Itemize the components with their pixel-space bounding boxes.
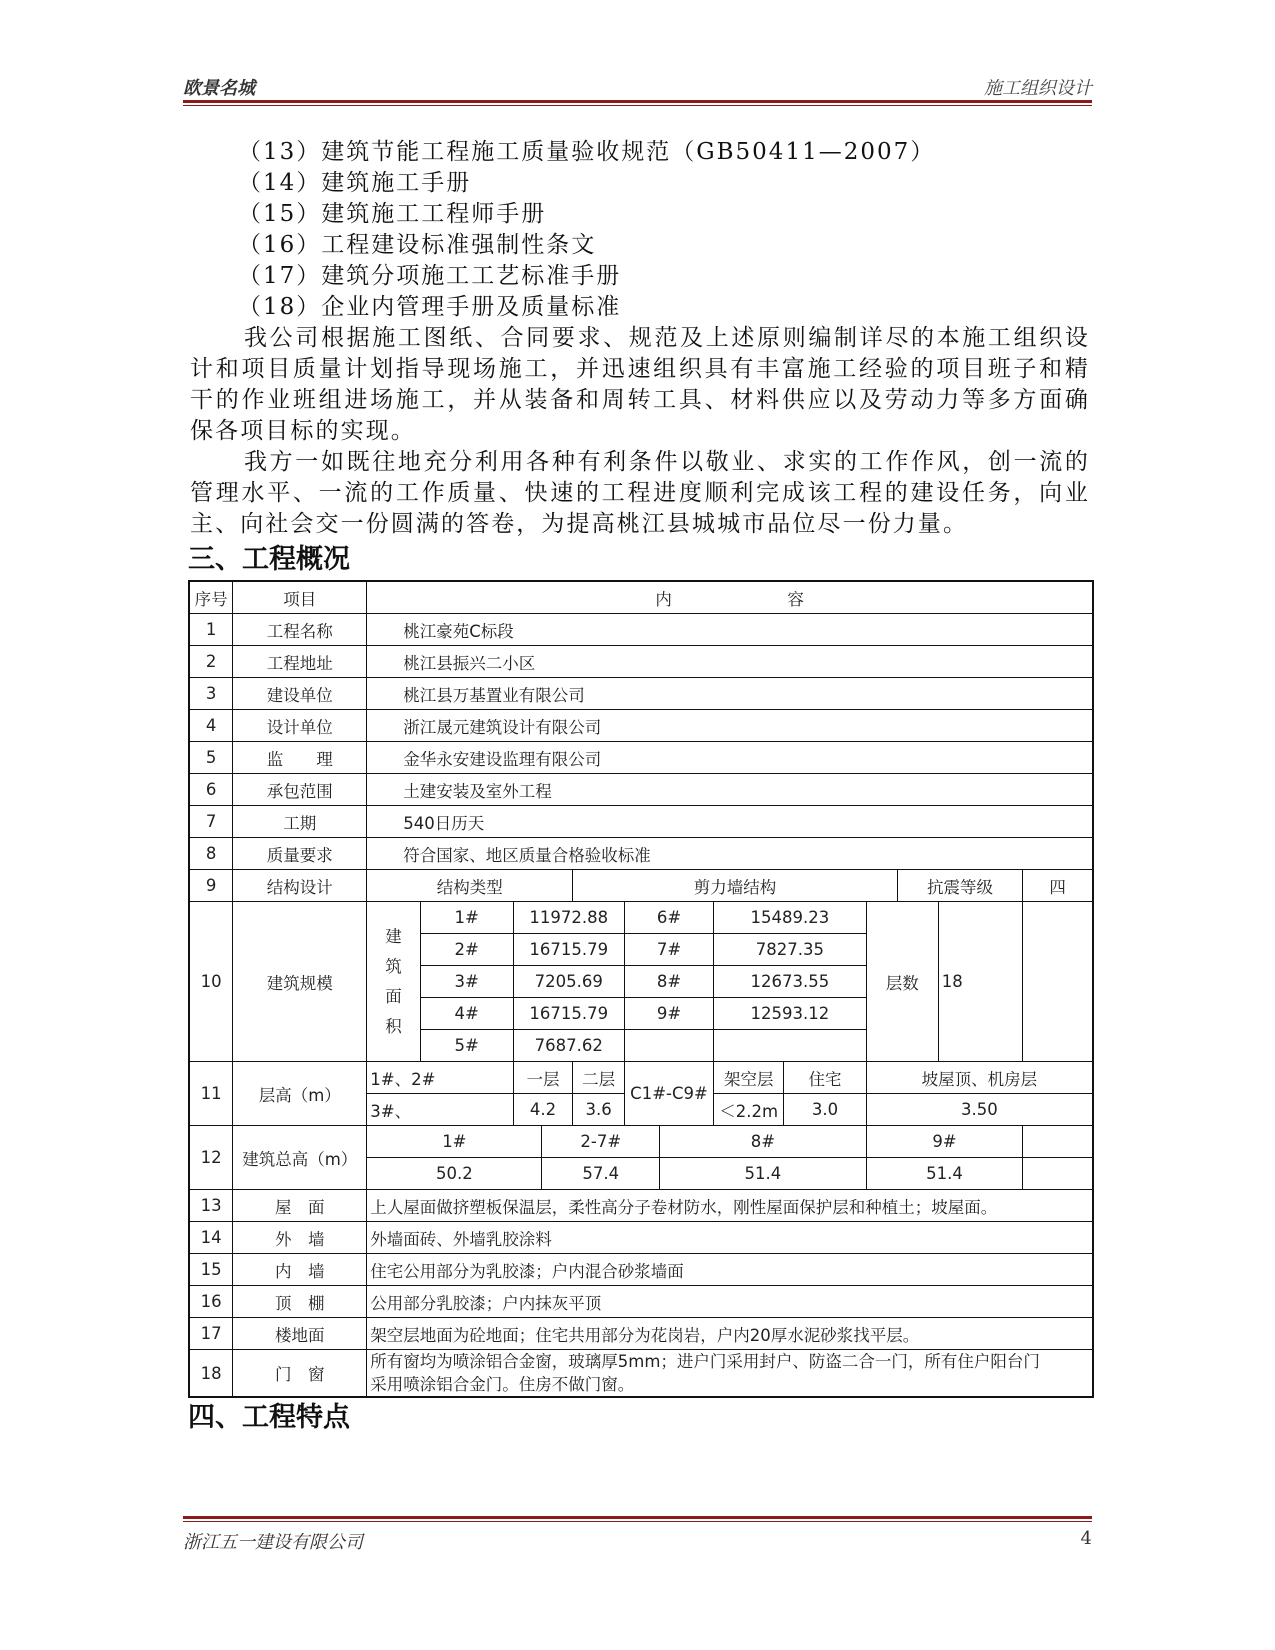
height-building: 2-7#: [542, 1126, 660, 1158]
row-no: 17: [189, 1318, 233, 1350]
seismic-grade-value: 四: [1023, 870, 1093, 902]
row-no: 6: [189, 774, 233, 806]
building-area: 15489.23: [714, 902, 867, 934]
height-building: 8#: [660, 1126, 867, 1158]
building-no: 7#: [624, 934, 713, 966]
row-no: 1: [189, 614, 233, 646]
building-no: 4#: [420, 998, 513, 1030]
header-item: 项目: [233, 581, 367, 614]
header-project-name: 欧景名城: [183, 78, 255, 99]
row-item: 楼地面: [233, 1318, 367, 1350]
area-label-char: 面: [385, 986, 402, 1006]
building-no: 9#: [624, 998, 713, 1030]
row-value: 土建安装及室外工程: [367, 774, 1093, 806]
row-no: 7: [189, 806, 233, 838]
floors-value: 18: [938, 902, 1023, 1062]
row-no: 10: [189, 902, 233, 1062]
reference-item: （18）企业内管理手册及质量标准: [238, 294, 622, 320]
row-no: 13: [189, 1190, 233, 1222]
height-value: 51.4: [660, 1158, 867, 1190]
building-area: 7687.62: [513, 1030, 624, 1062]
row-no: 2: [189, 646, 233, 678]
building-no: 2#: [420, 934, 513, 966]
stilt-floor-label: 架空层: [714, 1062, 784, 1094]
building-area: 7205.69: [513, 966, 624, 998]
row-no: 4: [189, 710, 233, 742]
reference-item: （15）建筑施工工程师手册: [238, 201, 547, 227]
page-number: 4: [1080, 1528, 1092, 1549]
row-no: 3: [189, 678, 233, 710]
structure-type-label: 结构类型: [367, 870, 573, 902]
table-header-row: [189, 581, 1093, 614]
row-value: 符合国家、地区质量合格验收标准: [367, 838, 1093, 870]
row-value: 公用部分乳胶漆；户内抹灰平顶: [367, 1286, 1093, 1318]
residential-height: 3.0: [784, 1094, 866, 1126]
building-no: 1#: [420, 902, 513, 934]
row-value: 浙江晟元建筑设计有限公司: [367, 710, 1093, 742]
section-heading: 四、工程特点: [188, 1402, 350, 1433]
row-value: 桃江县振兴二小区: [367, 646, 1093, 678]
row-item: 工程地址: [233, 646, 367, 678]
table-row: [189, 710, 1093, 742]
table-row: [189, 1190, 1093, 1222]
building-area: [714, 1030, 867, 1062]
table-row: [189, 742, 1093, 774]
floors-label: 层数: [866, 902, 938, 1062]
table-row-scale: [189, 902, 1093, 934]
stilt-floor-height: ＜2.2m: [714, 1094, 784, 1126]
row-item: 建筑规模: [233, 902, 367, 1062]
row-value: 540日历天: [367, 806, 1093, 838]
table-row-total-height: [189, 1126, 1093, 1158]
area-vertical-label: [367, 902, 421, 1062]
first-floor-label: 一层: [513, 1062, 573, 1094]
row-item: 质量要求: [233, 838, 367, 870]
row-no: 15: [189, 1254, 233, 1286]
height-value: 57.4: [542, 1158, 660, 1190]
section-heading: 三、工程概况: [188, 544, 350, 575]
table-row: [189, 774, 1093, 806]
header-content: 内 容: [367, 581, 1093, 614]
building-no: 6#: [624, 902, 713, 934]
page-header: [183, 74, 1092, 98]
building-group: 1#、2#: [367, 1062, 513, 1094]
row-value-line: 采用喷涂铝合金门。住房不做门窗。: [370, 1375, 635, 1394]
row-no: 11: [189, 1062, 233, 1126]
row-no: 8: [189, 838, 233, 870]
area-label-char: 筑: [385, 956, 402, 976]
header-no: 序号: [189, 581, 233, 614]
roof-floor-label: 坡屋顶、机房层: [866, 1062, 1093, 1094]
building-no: 8#: [624, 966, 713, 998]
footer-rule: [183, 1516, 1092, 1519]
row-item: 工程名称: [233, 614, 367, 646]
row-value: 桃江县万基置业有限公司: [367, 678, 1093, 710]
reference-item: （16）工程建设标准强制性条文: [238, 232, 597, 258]
height-building: 9#: [866, 1126, 1023, 1158]
body-paragraph: 我方一如既往地充分利用各种有利条件以敬业、求实的工作作风，创一流的管理水平、一流的工作质量、快速的工程进度顺利完成该工程的建设任务，向业主、向社会交一份圆满的答卷，为提高桃江县城城市品位尽一份力量。: [190, 449, 1090, 537]
row-item: 内 墙: [233, 1254, 367, 1286]
building-no: 5#: [420, 1030, 513, 1062]
second-floor-height: 3.6: [573, 1094, 625, 1126]
row-item: 建筑总高（m）: [233, 1126, 367, 1190]
row-item: 外 墙: [233, 1222, 367, 1254]
row-item: 顶 棚: [233, 1286, 367, 1318]
row-value: 上人屋面做挤塑板保温层，柔性高分子卷材防水，刚性屋面保护层和种植土；坡屋面。: [367, 1190, 1093, 1222]
page-footer: [183, 1528, 1092, 1552]
body-paragraph: 我公司根据施工图纸、合同要求、规范及上述原则编制详尽的本施工组织设计和项目质量计划指导现场施工，并迅速组织具有丰富施工经验的项目班子和精干的作业班组进场施工，并从装备和周转工具、材料供应以及劳动力等多方面确保各项目标的实现。: [190, 325, 1090, 444]
row-value: 住宅公用部分为乳胶漆；户内混合砂浆墙面: [367, 1254, 1093, 1286]
height-value: 51.4: [866, 1158, 1023, 1190]
row-item: 门 窗: [233, 1350, 367, 1398]
table-row: [189, 806, 1093, 838]
table-row: [189, 1254, 1093, 1286]
page-body: [190, 137, 1090, 1438]
building-area: 11972.88: [513, 902, 624, 934]
row-item: 设计单位: [233, 710, 367, 742]
building-no: 3#: [420, 966, 513, 998]
building-area: 12593.12: [714, 998, 867, 1030]
row-item: 监 理: [233, 742, 367, 774]
row-no: 5: [189, 742, 233, 774]
row-item: 工期: [233, 806, 367, 838]
height-building: 1#: [367, 1126, 542, 1158]
footer-company: 浙江五一建设有限公司: [183, 1532, 363, 1553]
row-value: 桃江豪苑C标段: [367, 614, 1093, 646]
first-floor-height: 4.2: [513, 1094, 573, 1126]
seismic-grade-label: 抗震等级: [897, 870, 1023, 902]
table-row: [189, 1222, 1093, 1254]
row-item: 承包范围: [233, 774, 367, 806]
table-row: [189, 646, 1093, 678]
row-item: 建设单位: [233, 678, 367, 710]
building-area: 12673.55: [714, 966, 867, 998]
height-value: 50.2: [367, 1158, 542, 1190]
header-rule-thin: [183, 105, 1092, 106]
empty-cell: [1023, 1126, 1093, 1158]
residential-label: 住宅: [784, 1062, 866, 1094]
building-area: 16715.79: [513, 934, 624, 966]
table-row: [189, 678, 1093, 710]
row-item: 屋 面: [233, 1190, 367, 1222]
row-value: 金华永安建设监理有限公司: [367, 742, 1093, 774]
reference-item: （14）建筑施工手册: [238, 170, 472, 196]
building-no: [624, 1030, 713, 1062]
row-no: 12: [189, 1126, 233, 1190]
table-row-structure: [189, 870, 1093, 902]
row-value-line: 所有窗均为喷涂铝合金窗，玻璃厚5mm；进户门采用封户、防盗二合一门，所有住户阳台门: [370, 1352, 1040, 1371]
building-group: 3#、: [367, 1094, 513, 1126]
table-row: [189, 614, 1093, 646]
building-area: 16715.79: [513, 998, 624, 1030]
table-row-floor-height: [189, 1062, 1093, 1094]
table-row: [189, 838, 1093, 870]
row-value: 架空层地面为砼地面；住宅共用部分为花岗岩，户内20厚水泥砂浆找平层。: [367, 1318, 1093, 1350]
row-value: 外墙面砖、外墙乳胶涂料: [367, 1222, 1093, 1254]
area-label-char: 建: [385, 926, 402, 946]
area-label-char: 积: [385, 1016, 402, 1036]
roof-floor-height: 3.50: [866, 1094, 1093, 1126]
second-floor-label: 二层: [573, 1062, 625, 1094]
table-row: [189, 1350, 1093, 1398]
row-item: 结构设计: [233, 870, 367, 902]
reference-item: （13）建筑节能工程施工质量验收规范（GB50411—2007）: [238, 139, 936, 165]
structure-type-value: 剪力墙结构: [573, 870, 897, 902]
row-no: 16: [189, 1286, 233, 1318]
footer-rule-thin: [183, 1521, 1092, 1522]
building-area: 7827.35: [714, 934, 867, 966]
empty-cell: [1023, 1158, 1093, 1190]
row-value: [367, 1350, 1093, 1398]
project-overview-table: [188, 580, 1094, 1398]
row-item: 层高（m）: [233, 1062, 367, 1126]
header-doc-title: 施工组织设计: [984, 78, 1092, 99]
reference-item: （17）建筑分项施工工艺标准手册: [238, 263, 622, 289]
header-rule: [183, 100, 1092, 103]
row-no: 9: [189, 870, 233, 902]
building-range: C1#-C9#: [624, 1062, 713, 1126]
row-no: 18: [189, 1350, 233, 1398]
row-no: 14: [189, 1222, 233, 1254]
table-row: [189, 1318, 1093, 1350]
table-row: [189, 1286, 1093, 1318]
